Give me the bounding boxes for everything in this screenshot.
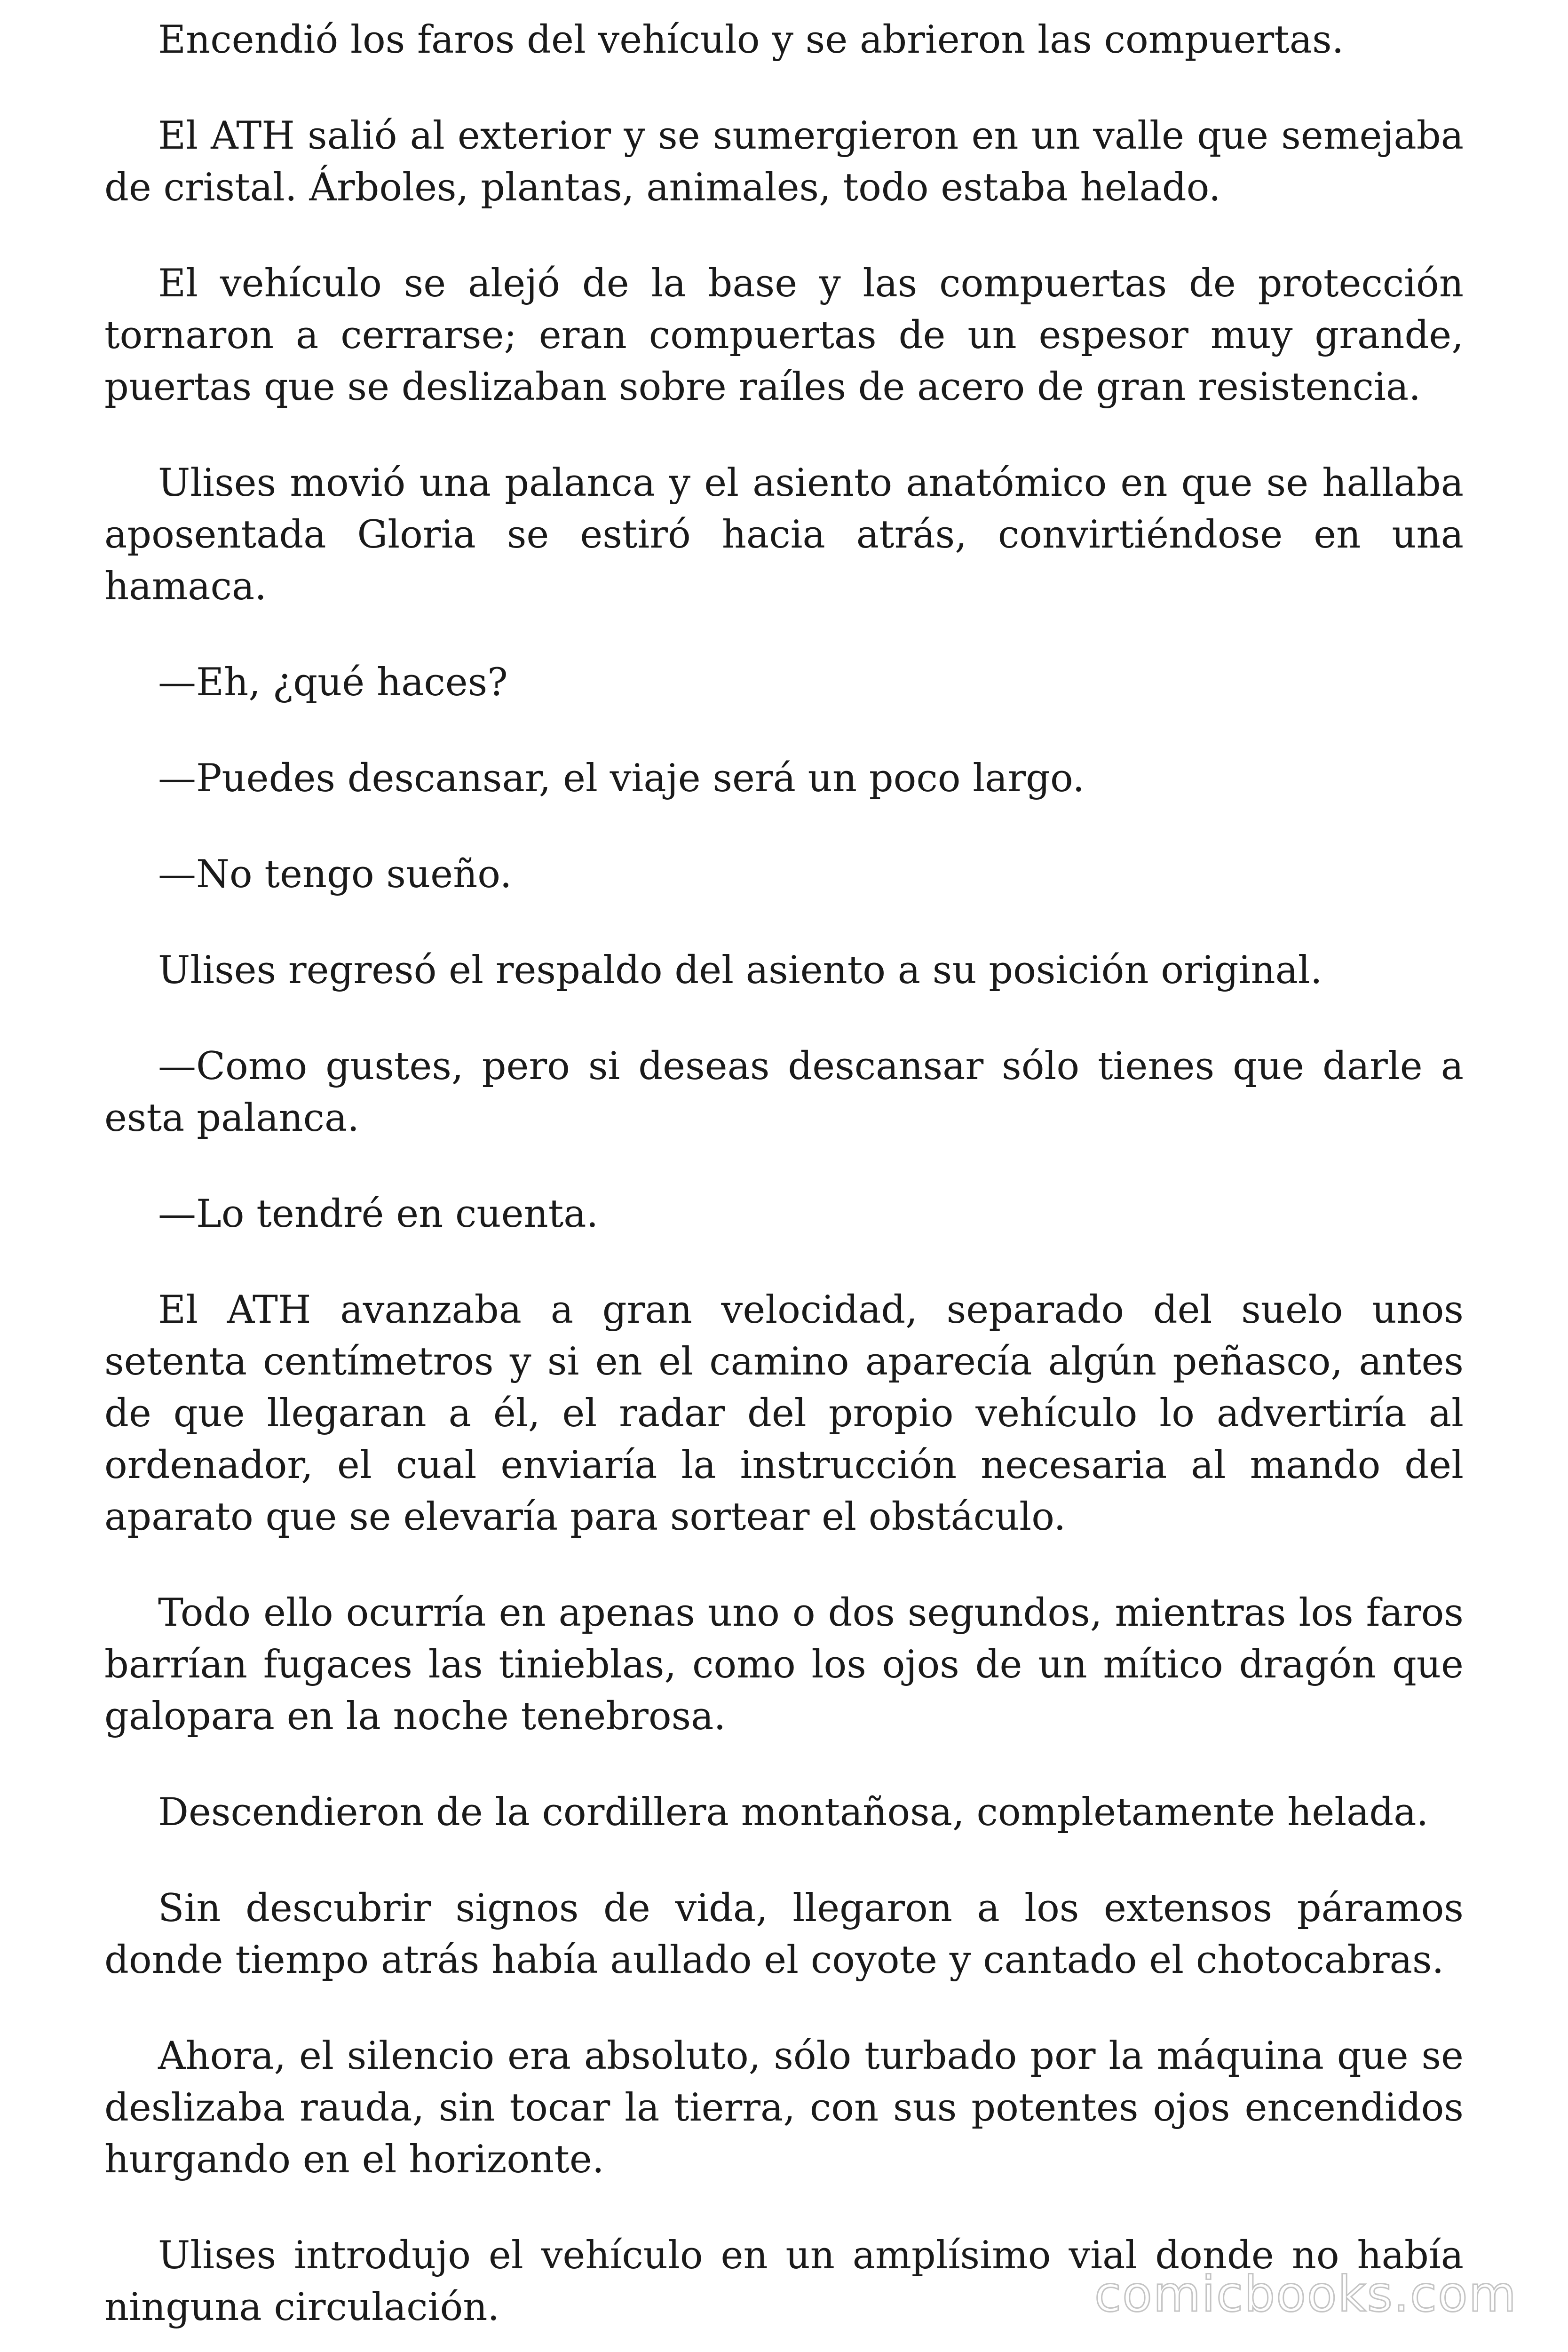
paragraph: El vehículo se alejó de la base y las compuertas de protección tornaron a cerrarse; eran compuertas de un espesor muy grande, puertas que se deslizaban sobre raíles de acero de gran resistencia. — [104, 262, 1464, 409]
watermark-logo: comicbooks.com — [1094, 2265, 1517, 2323]
paragraph: Todo ello ocurría en apenas uno o dos segundos, mientras los faros barrían fugaces las tinieblas, como los ojos de un mítico dragón que galopara en la noche tenebrosa. — [104, 1591, 1464, 1739]
paragraph: El ATH salió al exterior y se sumergieron en un valle que semejaba de cristal. Árboles, plantas, animales, todo estaba helado. — [104, 114, 1464, 210]
paragraph: Encendió los faros del vehículo y se abrieron las compuertas. — [158, 18, 1344, 62]
dialogue-line: —Lo tendré en cuenta. — [158, 1192, 599, 1236]
dialogue-line: —No tengo sueño. — [158, 852, 512, 897]
book-page-text — [104, 14, 1464, 2333]
paragraph: Sin descubrir signos de vida, llegaron a los extensos páramos donde tiempo atrás había aullado el coyote y cantado el chotocabras. — [104, 1886, 1464, 1982]
paragraph: Ahora, el silencio era absoluto, sólo turbado por la máquina que se deslizaba rauda, sin tocar la tierra, con sus potentes ojos encendidos hurgando en el horizonte. — [104, 2034, 1464, 2182]
dialogue-line: —Puedes descansar, el viaje será un poco largo. — [158, 756, 1085, 801]
paragraph: El ATH avanzaba a gran velocidad, separado del suelo unos setenta centímetros y si en el camino aparecía algún peñasco, antes de que llegaran a él, el radar del propio vehículo lo advertiría al ordenador, el cual enviaría la instrucción necesaria al mando del aparato que se elevaría para sortear el obstáculo. — [104, 1288, 1464, 1539]
paragraph: Ulises regresó el respaldo del asiento a su posición original. — [158, 948, 1323, 993]
paragraph: Ulises introdujo el vehículo en un amplísimo vial donde no había ninguna circulación. — [104, 2233, 1464, 2329]
paragraph: Descendieron de la cordillera montañosa, completamente helada. — [158, 1790, 1429, 1835]
dialogue-line: —Como gustes, pero si deseas descansar sólo tienes que darle a esta palanca. — [104, 1044, 1464, 1140]
paragraph: Ulises movió una palanca y el asiento anatómico en que se hallaba aposentada Gloria se estiró hacia atrás, convirtiéndose en una hamaca. — [104, 461, 1464, 609]
dialogue-line: —Eh, ¿qué haces? — [158, 660, 508, 705]
